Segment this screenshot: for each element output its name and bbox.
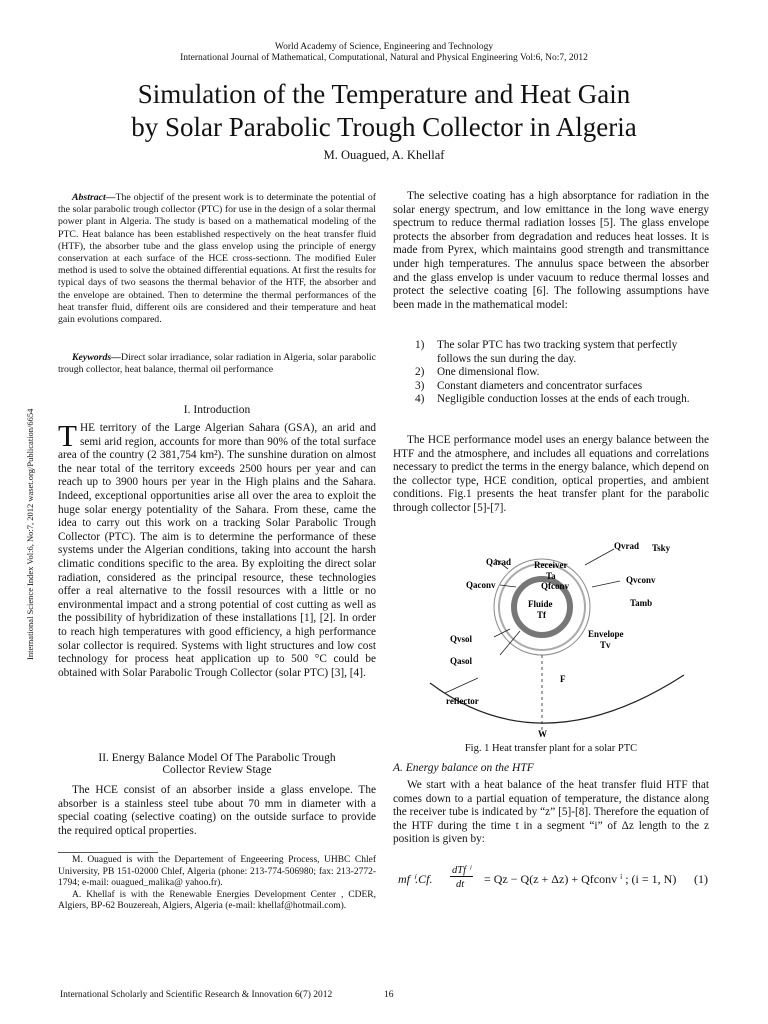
abstract-label: Abstract— [72,192,116,203]
col2-paragraph3 [393,779,709,847]
keywords-label: Keywords— [72,352,121,363]
drop-cap: T [58,418,77,453]
section2-text: The HCE consist of an absorber inside a glass envelope. The absorber is a stainless steel tube about 70 mm in diameter with a special coating (selective coating) on the outside surface to provide the required optical properties. [58,784,376,837]
title-line2: by Solar Parabolic Trough Collector in Algeria [131,112,637,142]
qvconv-arrow [592,581,620,587]
label-f: F [560,674,566,684]
equation-lhs: mf ⁱ.Cf. [398,872,433,886]
section-heading-introduction: I. Introduction [183,404,251,416]
abstract [58,192,376,326]
equation-denominator: dt [456,879,465,890]
figure-heat-transfer-diagram [400,535,700,745]
list-item: 4) Negligible conduction losses at the ends of each trough. [415,393,690,406]
footer-journal: International Scholarly and Scientific Research & Innovation 6(7) 2012 [60,990,333,1000]
label-fluide: Fluide [528,599,553,609]
label-qvrad: Qvrad [614,541,640,551]
equation-numerator: dTf ⁱ [452,865,471,876]
label-w: W [538,729,547,739]
label-qfconv: Qfconv [541,581,569,591]
list-item: 2) One dimensional flow. [415,366,540,379]
hce-model-paragraph: The HCE performance model uses an energy balance between the HTF and the atmosphere, and includes all equations and correlations necessary to predict the terms in the energy balance, which depend on the collector type, HCE condition, optical properties, and ambient conditions. Fig.1 presents the heat transfer plant for the parabolic through collector [5]-[7]. [393,434,709,514]
label-tf: Tf [537,610,546,620]
figure-caption: Fig. 1 Heat transfer plant for a solar PTC [464,743,638,754]
footnote-divider [58,852,158,853]
keywords-text: Direct solar irradiance, solar radiation in Algeria, solar parabolic trough collector, heat balance, thermal oil performance [58,352,376,376]
label-qaconv: Qaconv [466,580,496,590]
label-tsky: Tsky [652,543,671,553]
label-qarad: Qarad [486,557,512,567]
label-ta: Ta [546,571,556,581]
label-qvsol: Qvsol [450,634,473,644]
section-heading-line1: II. Energy Balance Model Of The Parabolic Trough [98,752,336,764]
journal-header-line2: International Journal of Mathematical, Computational, Natural and Physical Engineering Vol:6, No:7, 2012 [180,53,588,63]
list-item: 3) Constant diameters and concentrator surfaces [415,379,643,392]
label-tamb: Tamb [630,598,653,608]
coating-paragraph: The selective coating has a high absorptance for radiation in the solar energy spectrum, and low emittance in the long wave energy spectrum to reduce thermal radiation losses [5]. The glass envelope protects the absorber from degradation and reduces heat losses. It is made from Pyrex, which maintains good strength and transmittance under high temperatures. The annulus space between the absorber and the glass envelop is under vacuum to reduce thermal losses and protect the selective coating [6]. The following assumptions have been made in the mathematical model: [393,190,709,311]
journal-header-line1: World Academy of Science, Engineering and Technology [274,42,494,52]
equation-number: (1) [694,872,708,886]
qvrad-arrow [585,549,614,565]
qaconv-arrow [500,585,516,587]
equation-1 [398,862,710,896]
section2-body [58,784,376,838]
abstract-text: The objectif of the present work is to determinate the potential of the solar parabolic trough collector (PTC) for use in the design of a solar thermal power plant in Algeria. The study is based on a mathematical modeling of the PTC. Heat balance has been established respectively on the heat transfer fluid (HTF), the absorber tube and the glass envelop using the principle of energy conservation at each surface of the HCE cross-sectionn. The modified Euler method is used to solve the obtained differential equations. At first the results for typical days of two seasons the thermal behavior of the HTF, the absorber and the envelope are obtained. Then to determine the thermal performances of the heat transfer fluid, different oils are considered and their temperature and heat gain evolutions compared. [58,192,376,326]
paper-title [40,78,728,144]
footnote-2: A. Khellaf is with the Renewable Energies Development Center , CDER, Algiers, BP-62 Bouzereah, Algiers, Algeria (e-mail: khellaf@hotmail.com). [58,889,376,911]
equation-rhs: = Qz − Q(z + Δz) + Qfconv ⁱ ; (i = 1, N) [484,872,677,886]
footnotes [58,855,376,913]
list-item: 1) The solar PTC has two tracking system that perfectly follows the sun during the day. [415,339,678,365]
reflector-arrow [445,678,478,693]
subsection-heading: A. Energy balance on the HTF [393,762,534,774]
label-receiver: Receiver [534,560,568,570]
page-number: 16 [384,990,394,1000]
col2-paragraph1 [393,190,709,312]
title-line1: Simulation of the Temperature and Heat Gain [137,79,631,109]
label-reflector: reflector [446,696,479,706]
label-tv: Tv [600,640,611,650]
label-envelope: Envelope [588,629,624,639]
label-qasol: Qasol [450,656,473,666]
assumptions-list [393,339,709,407]
col2-paragraph2 [393,434,709,516]
section-heading-energy-balance [58,752,376,776]
introduction-text: HE territory of the Large Algerian Sahara (GSA), an arid and semi arid region, accounts for more than 90% of the total surface area of the country (2 381,754 km²). The sunshine duration on almost the near total of the territory exceeds 2500 hours per year and can reach up to 3900 hours per year in the High plains and the Sahara. Indeed, exceptional opportunities arise all over the area to exploit the huge solar energy potentiality of the Sahara. From these, came the idea to carry out this work on a tracking Solar Parabolic Trough Collector (PTC). The aim is to determine the performance of these systems under the Algerian conditions, taking into account the harsh climatic conditions specific to the area. By exploiting the direct solar radiation, considered as the principal resource, these technologies offer a real alternative to the fossil resources with a little or no environmental impact and a strong potential of cost cutting as well as the possibility of hybridization of these installations [1], [2]. In order to reach high temperatures with good efficiency, a high performance solar collector is required. Systems with light structures and low cost technology for process heat application up to 500 °C could be obtained with Solar Parabolic Trough Collector (solar PTC) [3], [4]. [58,422,376,679]
htf-balance-paragraph: We start with a heat balance of the heat transfer fluid HTF that comes down to a partial equation of temperature, the distance along the receiver tube is indicated by “z” [5]-[8]. Therefore the equation of the HTF during the time t in a segment “i” of Δz length to the z position is given by: [393,779,709,846]
authors: M. Ouagued, A. Khellaf [323,148,445,162]
footnote-1: M. Ouagued is with the Departement of Engeeering Process, UHBC Chlef University, PB 151-02000 Chlef, Algeria (phone: 213-774-506980; fax: 213-2772-1794; e-mail: ouagued_malika@ yahoo.fr). [58,855,376,888]
keywords [58,352,376,376]
label-qvconv: Qvconv [626,575,656,585]
section-heading-line2: Collector Review Stage [162,764,272,776]
introduction-body [58,418,376,680]
side-index-text: International Science Index Vol:6, No:7, 2012 waset.org/Publication/6654 [25,408,35,660]
